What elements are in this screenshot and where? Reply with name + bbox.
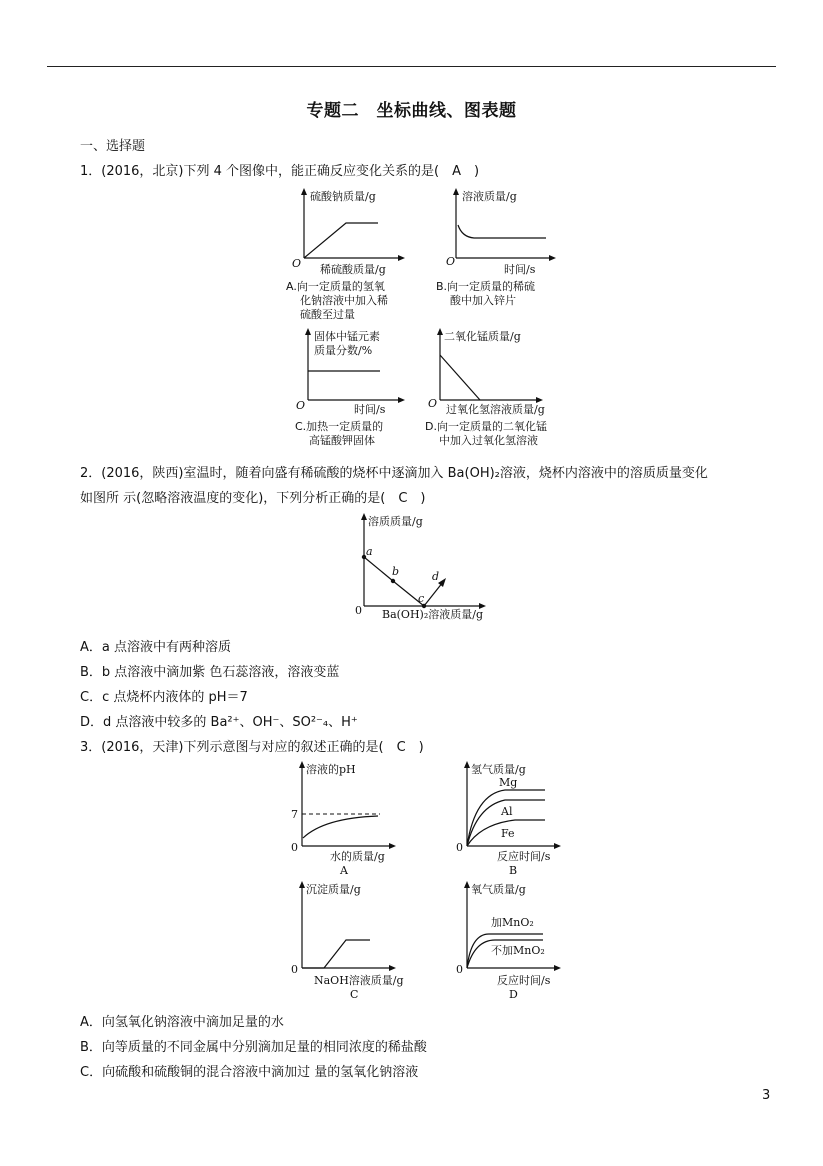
q3c-origin: 0 — [291, 963, 298, 976]
q3d-origin: 0 — [456, 963, 463, 976]
q3a-origin: 0 — [291, 841, 298, 854]
q1d-xlabel: 过氧化氢溶液质量/g — [446, 403, 545, 416]
q1c-xlabel: 时间/s — [354, 403, 386, 416]
q1b-xlabel: 时间/s — [504, 263, 536, 276]
q3a-curve — [303, 816, 378, 838]
q3a-xlabel: 水的质量/g — [330, 850, 385, 863]
q2-label-d: d — [432, 570, 440, 583]
section-heading: 一、选择题 — [80, 139, 146, 154]
q1a-curve — [304, 223, 378, 258]
q3-graph-a — [288, 758, 418, 878]
q2-curve-up — [424, 582, 443, 606]
q3b-series-mg: Mg — [499, 776, 518, 789]
q3b-series-fe: Fe — [501, 827, 515, 840]
q3a-tick: 7 — [291, 808, 298, 821]
q1b-curve — [458, 225, 546, 238]
q3-option-b: B．向等质量的不同金属中分别滴加足量的相同浓度的稀盐酸 — [80, 1040, 427, 1055]
q3d-ylabel: 氧气质量/g — [471, 883, 526, 896]
q2-stem-line1: 2．(2016，陕西)室温时，随着向盛有稀硫酸的烧杯中逐滴加入 Ba(OH)₂溶液，烧杯内溶液中的溶质质量变化 — [80, 466, 708, 481]
q2-label-c: c — [418, 592, 425, 605]
page-number: 3 — [762, 1088, 771, 1103]
q3b-series-al: Al — [501, 805, 513, 818]
q1a-xlabel: 稀硫酸质量/g — [320, 263, 386, 276]
q3b-ylabel: 氢气质量/g — [471, 763, 526, 776]
q2-point-b — [391, 579, 395, 583]
q1c-ylabel-1: 固体中锰元素 — [314, 330, 380, 343]
page-title: 专题二 坐标曲线、图表题 — [306, 101, 517, 121]
q1a-ylabel: 硫酸钠质量/g — [310, 190, 376, 203]
q2-option-b: B．b 点溶液中滴加紫 色石蕊溶液，溶液变蓝 — [80, 665, 340, 680]
q1-graph-a — [290, 185, 420, 275]
q1c-caption: C.加热一定质量的 高锰酸钾固体 — [295, 420, 384, 447]
q1-graph-c — [290, 325, 420, 417]
q3a-letter: A — [340, 864, 348, 877]
q1-graph-b — [446, 185, 576, 275]
q2-label-a: a — [366, 545, 373, 558]
q1a-origin: O — [292, 257, 302, 270]
q2-stem-line2: 如图所 示(忽略溶液温度的变化)，下列分析正确的是( C ) — [80, 491, 426, 506]
q3-stem: 3．(2016，天津)下列示意图与对应的叙述正确的是( C ) — [80, 740, 424, 755]
q2-label-b: b — [392, 565, 400, 578]
q1d-ylabel: 二氧化锰质量/g — [444, 330, 521, 343]
q1b-ylabel: 溶液质量/g — [462, 190, 517, 203]
q2-xlabel: Ba(OH)₂溶液质量/g — [382, 608, 483, 621]
q1-stem: 1．(2016，北京)下列 4 个图像中，能正确反应变化关系的是( A ) — [80, 164, 480, 179]
q1b-caption: B.向一定质量的稀硫 酸中加入锌片 — [436, 280, 536, 307]
q3a-ylabel: 溶液的pH — [306, 763, 356, 776]
q3c-letter: C — [350, 988, 359, 1001]
q3-option-a: A．向氢氧化钠溶液中滴加足量的水 — [80, 1015, 284, 1030]
q1d-origin: O — [428, 397, 438, 410]
q3-graph-d — [455, 878, 575, 1003]
q3c-ylabel: 沉淀质量/g — [306, 883, 361, 896]
q2-option-a: A．a 点溶液中有两种溶质 — [80, 640, 231, 655]
q3b-xlabel: 反应时间/s — [497, 850, 551, 863]
q3d-letter: D — [509, 988, 518, 1001]
q3b-letter: B — [509, 864, 518, 877]
header-rule — [47, 66, 776, 67]
q3-graph-c — [288, 878, 418, 1003]
q2-option-d: D．d 点溶液中较多的 Ba²⁺、OH⁻、SO²⁻₄、H⁺ — [80, 715, 358, 730]
q1d-caption: D.向一定质量的二氧化锰 中加入过氧化氢溶液 — [425, 420, 547, 447]
q3-option-c: C．向硫酸和硫酸铜的混合溶液中滴加过 量的氢氧化钠溶液 — [80, 1065, 419, 1080]
q1c-ylabel-2: 质量分数/% — [314, 344, 373, 357]
q1d-curve — [440, 355, 480, 400]
q3-graph-b — [455, 758, 575, 878]
q3d-series-mno2: 加MnO₂ — [491, 916, 534, 929]
q3d-xlabel: 反应时间/s — [497, 974, 551, 987]
q3b-origin: 0 — [456, 841, 463, 854]
q1a-caption: A.向一定质量的氢氧 化钠溶液中加入稀 硫酸至过量 — [286, 280, 388, 321]
q3c-xlabel: NaOH溶液质量/g — [314, 974, 404, 987]
q3c-curve — [302, 940, 370, 968]
q2-ylabel: 溶质质量/g — [368, 515, 423, 528]
q1c-origin: O — [296, 399, 306, 412]
q1b-origin: O — [446, 255, 456, 268]
q2-origin: 0 — [355, 604, 362, 617]
q3d-series-no-mno2: 不加MnO₂ — [491, 944, 545, 957]
q2-option-c: C．c 点烧杯内液体的 pH＝7 — [80, 690, 248, 705]
q1-graph-d — [428, 325, 578, 417]
q2-graph — [352, 510, 502, 625]
